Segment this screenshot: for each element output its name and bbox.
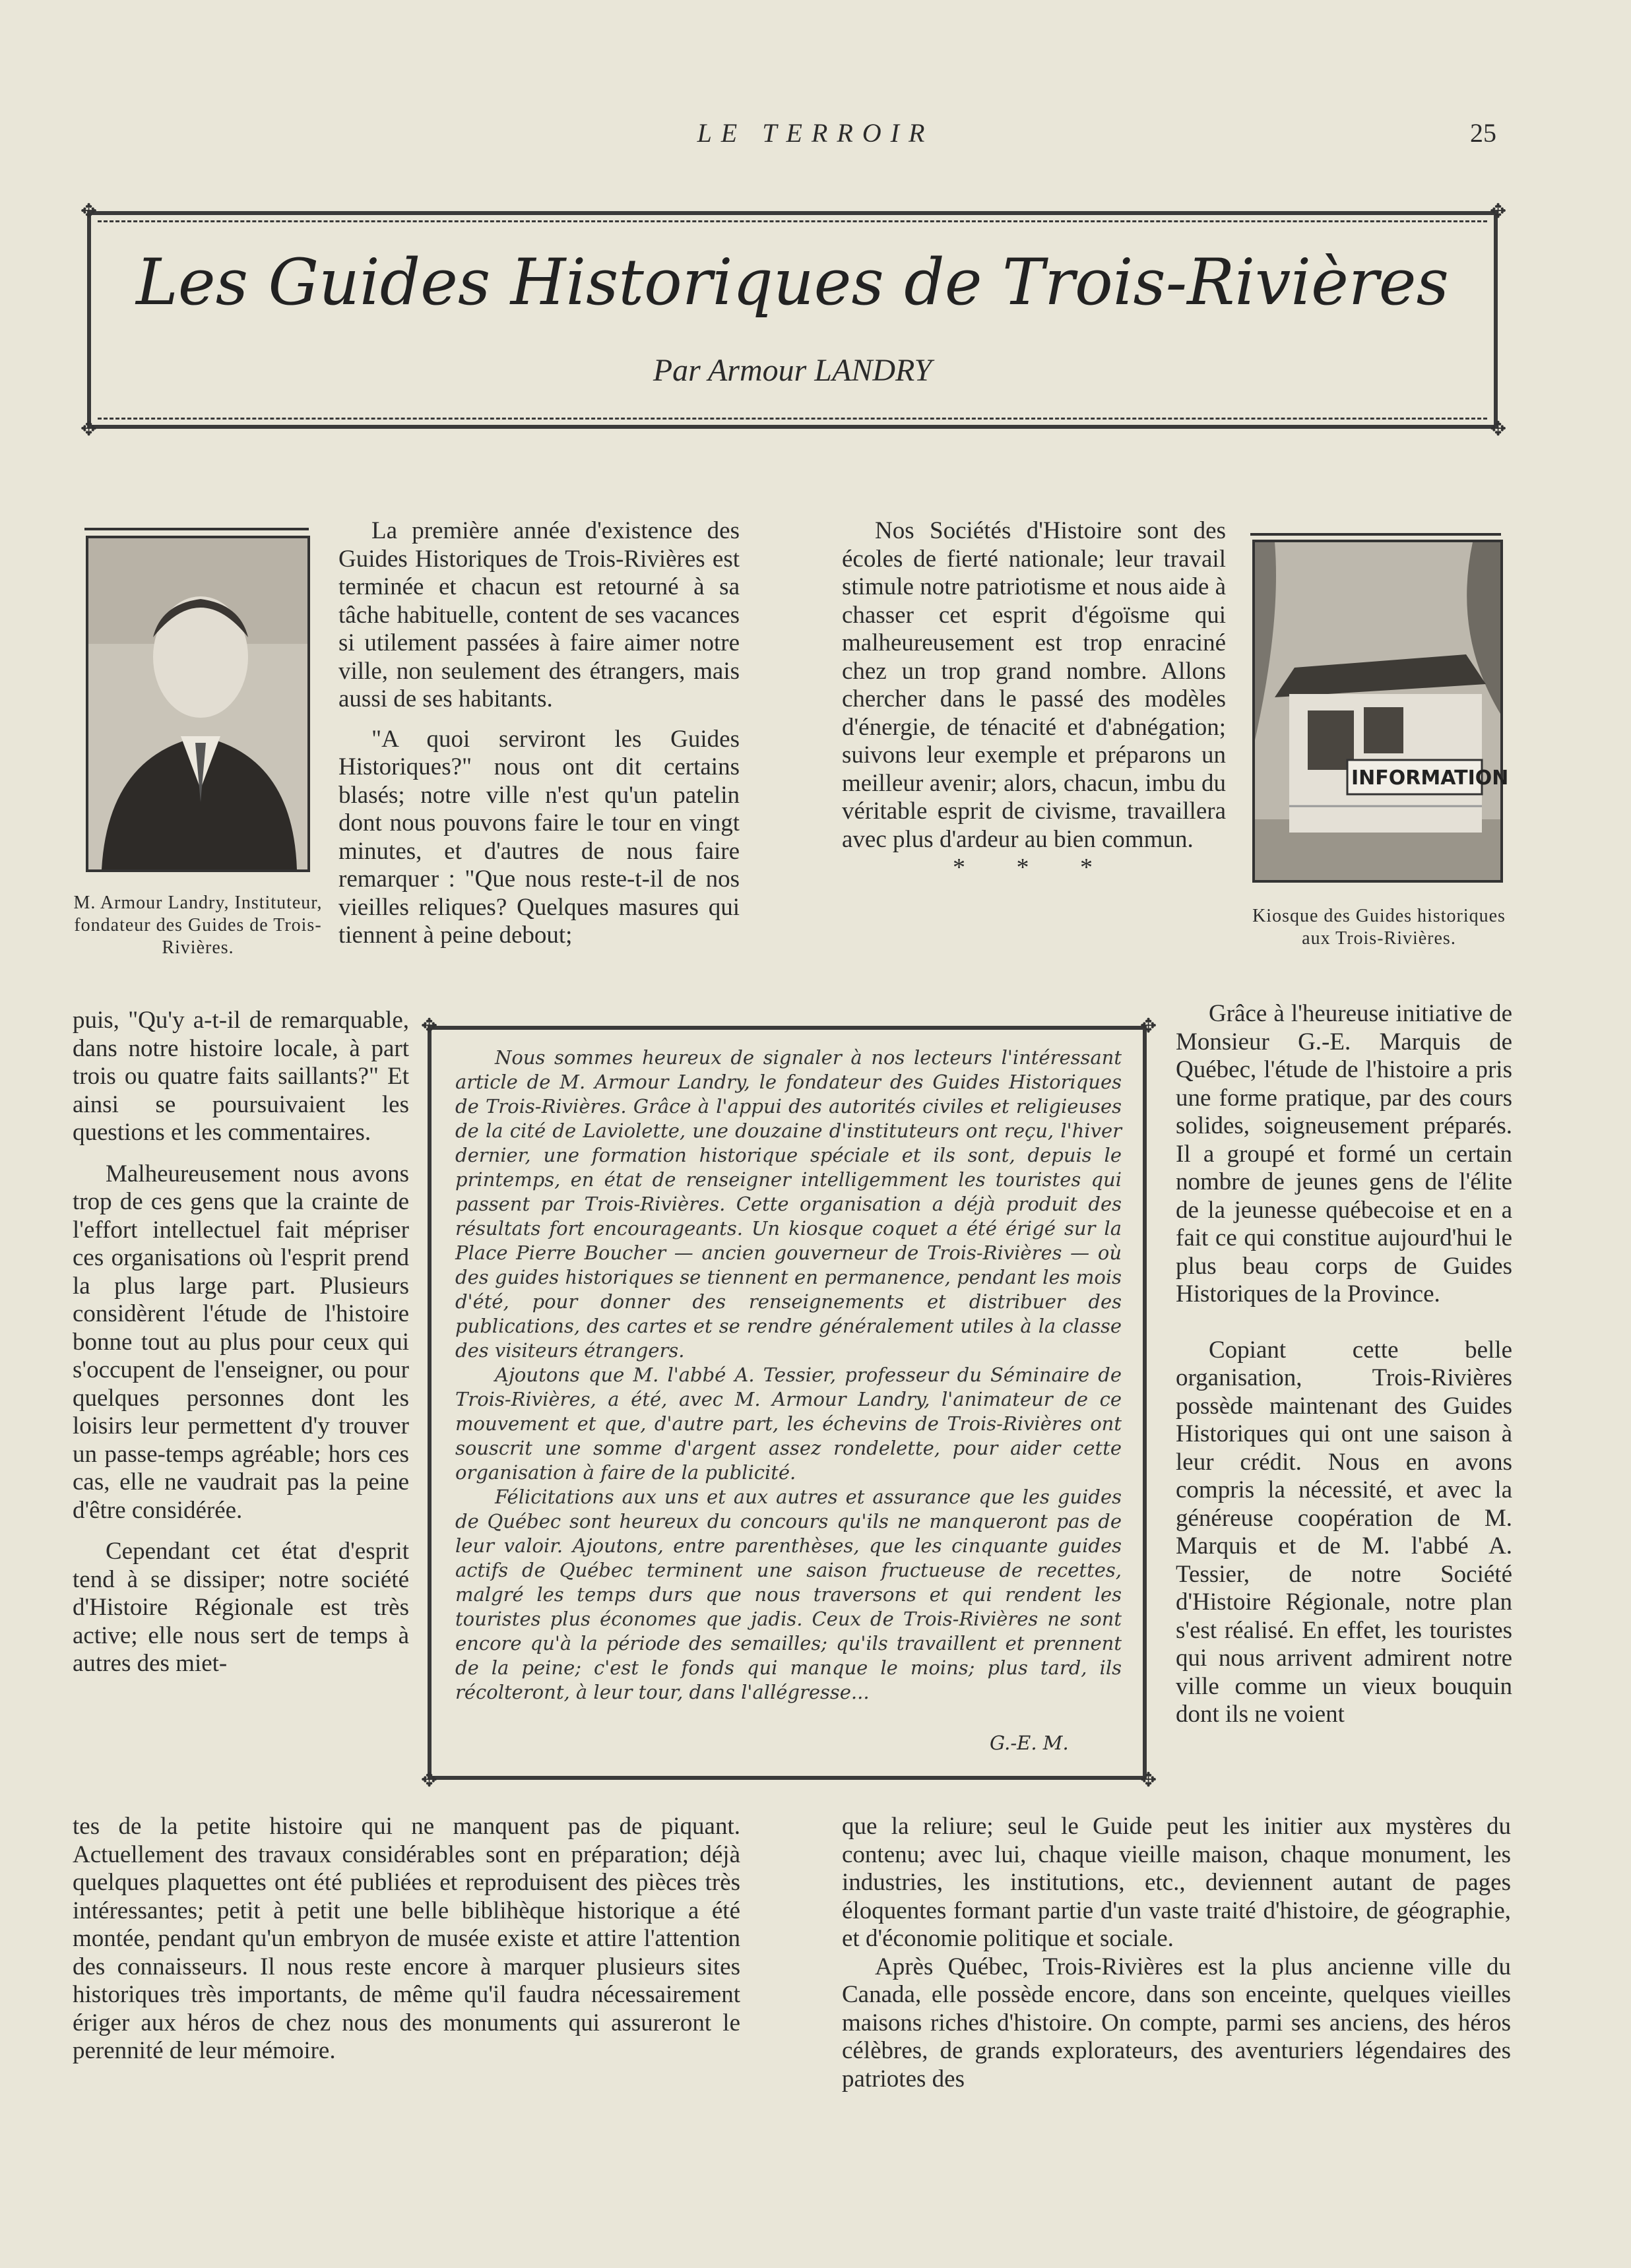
column-1-bottom: tes de la petite histoire qui ne manquent pas de piquant. Actuellement des travaux considérables sont en préparation; déjà quelques plaquettes ont été publiées et reproduisent des pièces très intéressantes; petit à petit une belle biblihèque historique a été montée, pendant qu'un embryon de musée existe et attire l'attention des connaisseurs. Il nous reste encore à marquer plusieurs sites historiques très importants, de même qu'il faudra nécessairement ériger aux héros de chez nous des monuments qui assureront le perennité de leur mémoire. [73,1813,740,2064]
editor-signature: G.-E. M. [990,1732,1069,1754]
ornament-icon: ✥ [1140,1769,1157,1791]
paragraph: "A quoi serviront les Guides Historiques?" nous ont dit certains blasés; notre ville n'est qu'un patelin dont nous pouvons faire le tour en vingt minutes, et d'autres de nous faire remarquer : "Que nous reste-t-il de nos vieilles reliques? Quelques masures qui tiennent à peine debout; [338,725,740,949]
paragraph: Malheureusement nous avons trop de ces gens que la crainte de l'effort intellectuel fait mépriser ces organisations où l'esprit prend la plus large part. Plusieurs considèrent l'étude de l'histoire bonne tout au plus pour ceux qui s'occupent de l'enseigner, ou pour quelques personnes dont les loisirs leur permettent d'y trouver un passe-temps agréable; hors ces cas, elle ne vaudrait pas la peine d'être considérée. [73,1160,409,1524]
byline: Par Armour LANDRY [653,353,932,388]
column-1-middle [73,1007,409,1678]
kiosk-photo [1252,540,1509,883]
title-frame [87,211,1498,429]
column-2-bottom [842,1813,1511,2093]
paragraph: Grâce à l'heureuse initiative de Monsieur G.-E. Marquis de Québec, l'étude de l'histoire a pris une forme pratique, par des cours solides, soigneusement préparés. Il a groupé et formé un certain nombre de jeunes gens de l'élite de la jeunesse québecoise et en a fait ce qui constitue aujourd'hui le plus beau corps de Guides Historiques de la Province. [1176,1000,1512,1307]
portrait-caption: M. Armour Landry, Instituteur, fondateur des Guides de Trois-Rivières. [73,893,323,958]
article-title: Les Guides Historiques de Trois-Rivières [136,245,1449,319]
column-1-top [338,517,740,950]
ornament-icon: ✥ [421,1015,438,1037]
paragraph: que la reliure; seul le Guide peut les initier aux mystères du contenu; avec lui, chaque vieille maison, chaque monument, les industries, les institutions, etc., deviennent autant de pages éloquentes formant partie d'un vaste traité d'histoire, de géographie, et d'économie politique et sociale. [842,1813,1511,1952]
column-2-top [842,517,1226,882]
kiosk-icon [1255,542,1509,880]
ornament-icon: ✥ [1490,418,1507,440]
running-title: LE TERROIR [697,118,934,148]
ornament-icon: ✥ [1140,1015,1157,1037]
ornament-icon: ✥ [80,418,98,440]
paragraph: Félicitations aux uns et aux autres et assurance que les guides de Québec sont heureux du concours qu'ils ne manqueront pas de leur valoir. Ajoutons, entre parenthèses, que les cinquante guides actifs de Québec terminent une saison fructueuse de recettes, malgré les temps durs que nous traversons et qui rendent les touristes plus économes que jadis. Ceux de Trois-Rivières ne sont encore qu'à la période des semailles; qu'ils travaillent et prennent de la peine; c'est le fonds qui manque le moins; plus tard, ils récolteront, à leur tour, dans l'allégresse... [455,1486,1122,1703]
kiosk-sign: INFORMATION [1351,767,1509,790]
ornament-icon: ✥ [421,1769,438,1791]
paragraph: La première année d'existence des Guides Historiques de Trois-Rivières est terminée et chacun est retourné à sa tâche habituelle, content de ses vacances si utilement passées à faire aimer notre ville, non seulement des étrangers, mais aussi de ses habitants. [338,517,740,712]
paragraph: Copiant cette belle organisation, Trois-Rivières possède maintenant des Guides Historiques qui ont une saison à leur crédit. Nous en avons compris la nécessité, et avec la généreuse coopération de M. Marquis et de M. l'abbé A. Tessier, de notre Société d'Histoire Régionale, notre plan s'est réalisé. En effet, les touristes qui nous arrivent admirent notre ville comme un vieux bouquin dont ils ne voient [1176,1336,1512,1728]
page-number: 25 [1470,118,1496,148]
kiosk-caption: Kiosque des Guides historiques aux Trois-Rivières. [1252,906,1506,949]
section-break: * * * [953,854,1115,881]
portrait-photo [86,536,310,872]
paragraph: Nos Sociétés d'Histoire sont des écoles de fierté nationale; leur travail stimule notre patriotisme et nous aide à chasser cet esprit d'égoïsme qui malheureusement est trop enraciné chez un trop grand nombre. Allons chercher dans le passé des modèles d'énergie, de ténacité et d'abnégation; suivons leur exemple et préparons un meilleur avenir; alors, chacun, imbu du véritable esprit de civisme, travaillera avec plus d'ardeur au bien commun. [842,517,1226,853]
divider [1250,533,1501,536]
divider [84,528,309,530]
paragraph: Nous sommes heureux de signaler à nos lecteurs l'intéressant article de M. Armour Landry, le fondateur des Guides Historiques de Trois-Rivières. Grâce à l'appui des autorités civiles et religieuses de la cité de Laviolette, une douzaine d'instituteurs ont reçu, l'hiver dernier, une formation historique spéciale et ils sont, depuis le printemps, en état de renseigner intelligemment les touristes qui passent par Trois-Rivières. Cette organisation a déjà produit des résultats fort encourageants. Un kiosque coquet a été érigé sur la Place Pierre Boucher — ancien gouverneur de Trois-Rivières — où des guides historiques se tiennent en permanence, pendant les mois d'été, pour donner des renseignements et distribuer des publications, des cartes et se rendre généralement utiles à la classe des visiteurs étrangers. [455,1046,1122,1362]
portrait-icon [88,538,307,869]
column-3-middle [1176,1000,1512,1729]
paragraph: Ajoutons que M. l'abbé A. Tessier, professeur du Séminaire de Trois-Rivières, a été, avec M. Armour Landry, l'animateur de ce mouvement et que, d'autre part, les échevins de Trois-Rivières ont souscrit une somme d'argent assez rondelette, pour aider cette organisation à faire de la publicité. [455,1364,1122,1484]
paragraph: Après Québec, Trois-Rivières est la plus ancienne ville du Canada, elle possède encore, dans son enceinte, quelques vieilles maisons riches d'histoire. On compte, parmi ses anciens, des héros célèbres, de grands explorateurs, des aventuriers légendaires des patriotes des [842,1953,1511,2093]
editor-note [455,1046,1122,1705]
ornament-icon: ✥ [1490,201,1507,222]
ornament-icon: ✥ [80,201,98,222]
paragraph: puis, "Qu'y a-t-il de remarquable, dans notre histoire locale, à part trois ou quatre faits saillants?" Et ainsi se poursuivaient les questions et les commentaires. [73,1007,409,1146]
paragraph: Cependant cet état d'esprit tend à se dissiper; notre société d'Histoire Régionale est très active; elle nous sert de temps à autres des miet- [73,1538,409,1677]
